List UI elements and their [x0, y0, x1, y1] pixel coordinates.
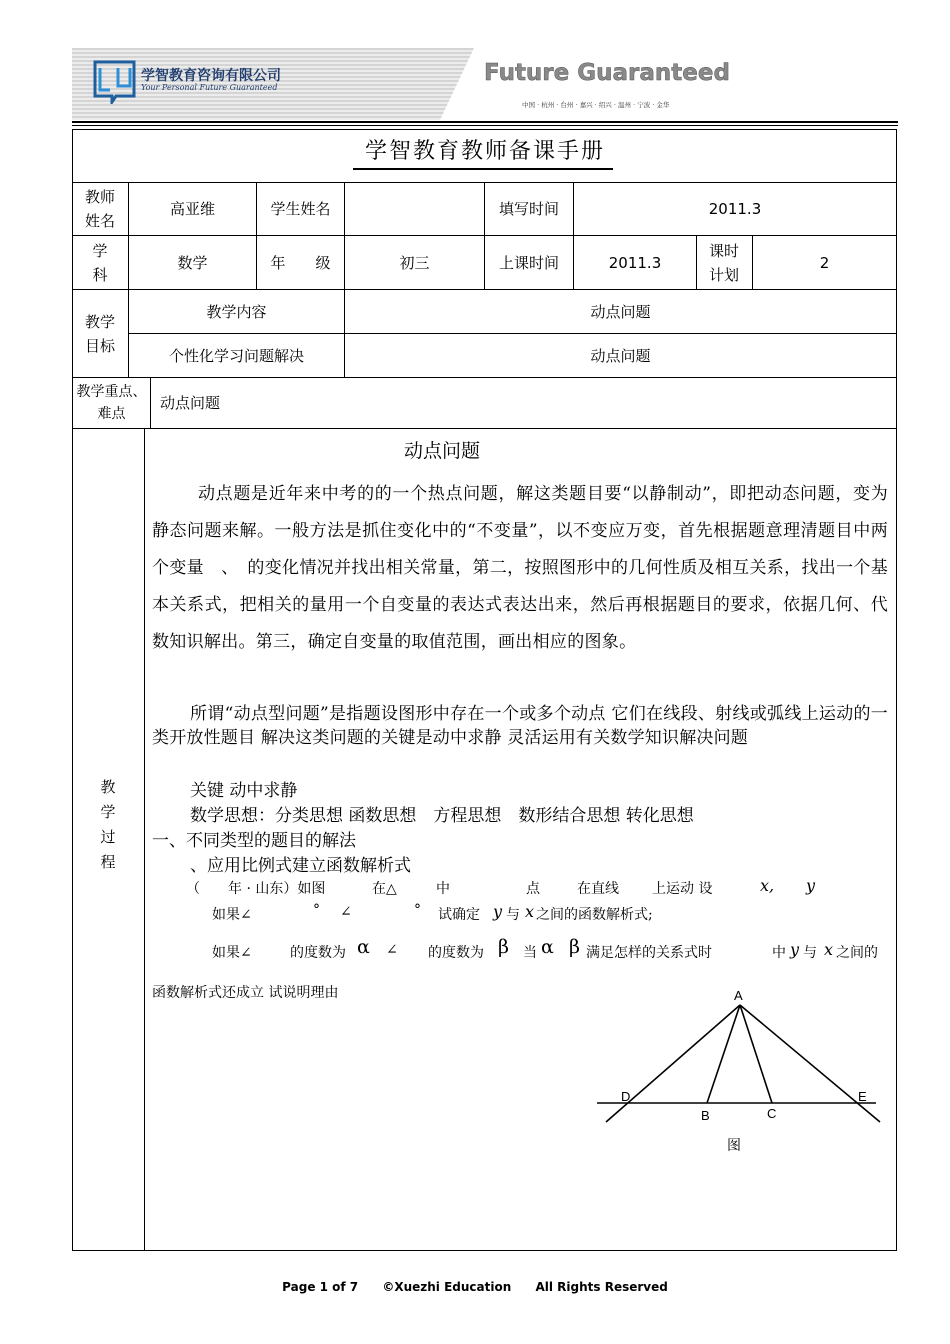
q3-beta: β: [498, 936, 509, 958]
q3-measure1: 的度数为: [290, 945, 346, 961]
company-name: 学智教育咨询有限公司: [141, 68, 281, 84]
q3-and: 与: [803, 945, 817, 961]
q2-determine: 试确定: [438, 907, 480, 923]
hours-value: 2: [819, 253, 830, 272]
student-name-label: 学生姓名: [270, 200, 331, 218]
subject-label: 学科: [92, 241, 108, 284]
personal-value: 动点问题: [590, 346, 651, 365]
key-label: 教学重点、难点: [76, 384, 147, 422]
grade-value: 初三: [399, 253, 430, 272]
line-ae: [740, 1005, 880, 1122]
q3-satisfy: 满足怎样的关系式时: [586, 945, 712, 961]
label-c: C: [767, 1106, 777, 1121]
q2-deg2: °: [414, 902, 421, 918]
q3-alpha: α: [357, 936, 370, 958]
q3-alpha2: α: [541, 936, 554, 958]
label-b: B: [701, 1108, 710, 1123]
brand-text: Future Guaranteed: [484, 60, 730, 86]
q2-relation: 之间的函数解析式;: [536, 907, 653, 923]
teacher-name-label: 教师姓名: [84, 188, 115, 230]
line-ac: [740, 1005, 772, 1103]
subject-value: 数学: [177, 253, 208, 272]
section-title: 动点问题: [404, 440, 481, 462]
form-title: 学智教育教师备课手册: [364, 139, 605, 164]
q1-in: 中: [436, 881, 450, 897]
q3-var-y: y: [790, 940, 800, 959]
company-logo-icon: [92, 56, 138, 104]
q3-when: 当: [523, 945, 537, 961]
q2-var-x: x: [525, 902, 535, 921]
key-line: 关键 动中求静: [190, 781, 298, 801]
q3-if: 如果∠: [212, 945, 252, 961]
q2-deg1: °: [313, 902, 320, 918]
q1-triangle: 在△: [372, 881, 397, 897]
q2-if: 如果∠: [212, 907, 252, 923]
grid-line: [72, 1250, 897, 1251]
label-a: A: [734, 988, 743, 1003]
q3-between: 之间的: [836, 945, 878, 961]
label-e: E: [858, 1089, 867, 1104]
grid-line: [896, 129, 897, 1251]
definition-paragraph: 所谓“动点型问题”是指题设图形中存在一个或多个动点 它们在线段、射线或弧线上运动的一类开放性题目 解决这类问题的关键是动中求静 灵活运用有关数学知识解决问题: [152, 704, 888, 748]
q2-angle: ∠: [340, 904, 352, 920]
q3-var-x: x: [824, 940, 834, 959]
q1-year: （ 年 · 山东）如图: [186, 881, 326, 897]
q2-and: 与: [506, 907, 520, 923]
class-time-label: 上课时间: [498, 253, 559, 272]
content-value: 动点问题: [590, 302, 651, 321]
grade-label: 年 级: [270, 253, 331, 272]
grid-line: [696, 235, 697, 289]
grid-line: [144, 428, 145, 1251]
footer-copyright: ©Xuezhi Education: [382, 1280, 512, 1294]
q1-var-x: x,: [760, 876, 775, 895]
title-underline: [353, 168, 613, 170]
q1-moving: 上运动 设: [652, 881, 713, 897]
label-d: D: [621, 1089, 631, 1104]
q1-point: 点: [526, 881, 540, 897]
thought-line: 数学思想：分类思想 函数思想 方程思想 数形结合思想 转化思想: [190, 806, 694, 826]
header-rule-thin: [72, 125, 898, 126]
grid-line: [150, 377, 151, 429]
grid-line: [72, 129, 897, 130]
company-slogan: Your Personal Future Guaranteed: [141, 83, 278, 92]
student-name-value[interactable]: [345, 184, 484, 234]
fill-time-label: 填写时间: [498, 200, 559, 218]
footer-page: Page 1 of 7: [282, 1280, 359, 1294]
key-value: 动点问题: [160, 394, 221, 412]
q3-angle: ∠: [386, 942, 398, 958]
q1-var-y: y: [806, 876, 816, 895]
q2-var-y: y: [493, 902, 503, 921]
triangle-figure: [590, 985, 890, 1155]
personal-label: 个性化学习问题解决: [168, 346, 304, 365]
class-time-value: 2011.3: [608, 253, 662, 272]
q3-in: 中: [772, 945, 786, 961]
heading-methods: 一、不同类型的题目的解法: [152, 831, 356, 851]
header-rule-thick: [72, 121, 898, 123]
heading-proportion: 、应用比例式建立函数解析式: [190, 856, 411, 876]
q3-measure2: 的度数为: [428, 945, 484, 961]
teacher-name-value: 高亚维: [169, 200, 215, 218]
footer-rights: All Rights Reserved: [535, 1280, 668, 1294]
city-list: 中国 · 杭州 · 台州 · 嘉兴 · 绍兴 · 温州 · 宁波 · 金华: [522, 101, 670, 109]
grid-line: [72, 129, 73, 1251]
q1-on-line: 在直线: [577, 881, 619, 897]
goal-label: 教学目标: [84, 312, 115, 355]
figure-caption: 图: [727, 1138, 741, 1154]
fill-time-value: 2011.3: [708, 200, 762, 218]
question-line-4: 函数解析式还成立 试说明理由: [152, 985, 339, 1001]
q3-beta2: β: [569, 936, 580, 958]
page-footer: [0, 1280, 950, 1294]
process-label: 教学过程: [100, 778, 116, 871]
content-label: 教学内容: [206, 302, 267, 321]
grid-line: [72, 428, 897, 429]
hours-label: 课时计划: [708, 241, 739, 284]
intro-paragraph: 动点题是近年来中考的的一个热点问题，解这类题目要“以静制动”，即把动态问题，变为静态问题来解。一般方法是抓住变化中的“不变量”，以不变应万变，首先根据题意理清题目中两个变量 、 的变化情况并找出相关常量，第二，按照图形中的几何性质及相互关系，找出一个基本关系式，把相关的量用一个自变量的表达式表达出来，然后再根据题目的要求，依据几何、代数知识解出。第三，确定自变量的取值范围，画出相应的图象。: [152, 484, 888, 652]
